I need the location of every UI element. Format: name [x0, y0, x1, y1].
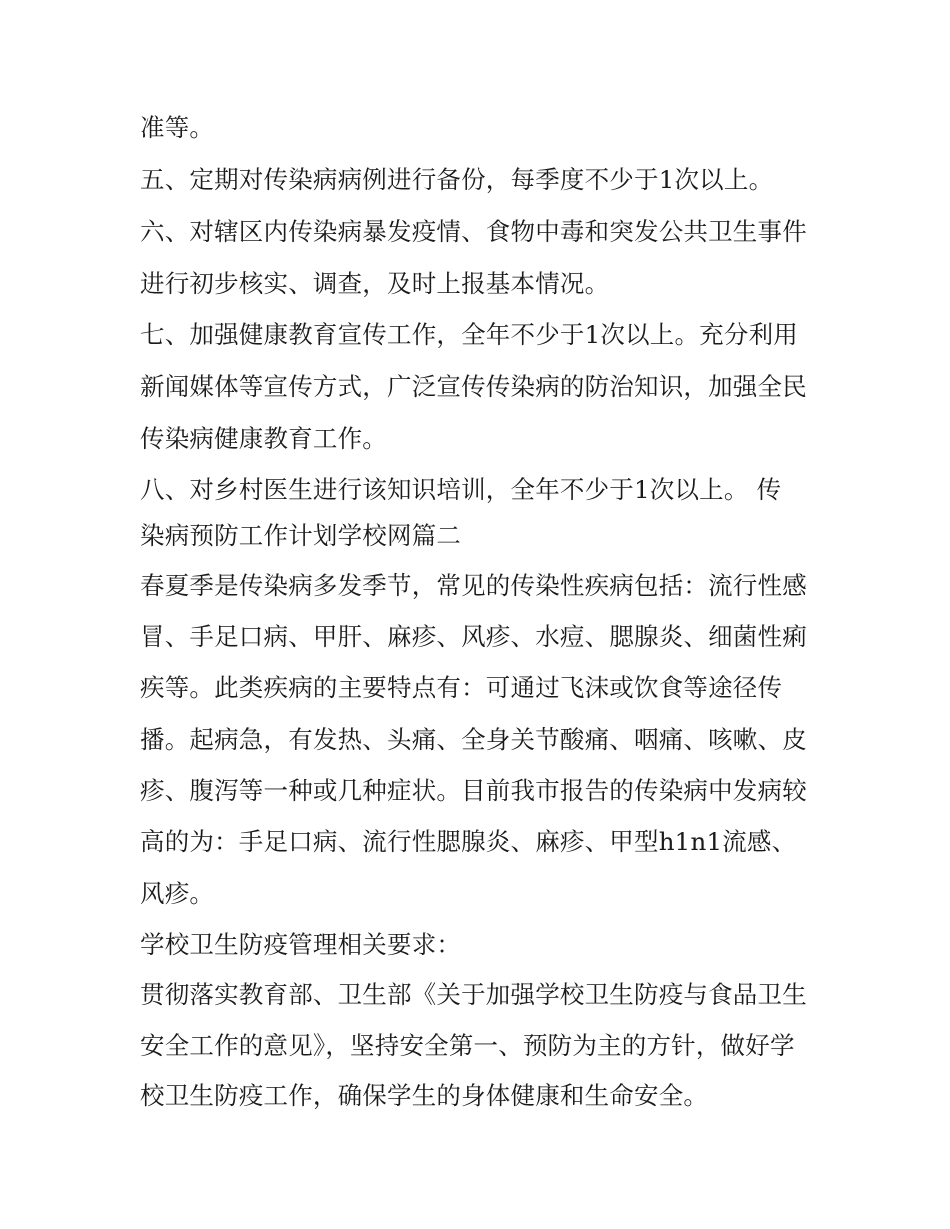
text-line: 五、定期对传染病病例进行备份，每季度不少于1次以上。	[140, 165, 774, 194]
text-line: 六、对辖区内传染病暴发疫情、食物中毒和突发公共卫生事件	[140, 217, 807, 246]
text-line: 贯彻落实教育部、卫生部《关于加强学校卫生防疫与食品卫生	[140, 980, 807, 1009]
text-line: 染病预防工作计划学校网篇二	[140, 521, 462, 550]
text-line: 准等。	[140, 113, 215, 142]
text-line: 风疹。	[140, 879, 215, 908]
text-line: 七、加强健康教育宣传工作，全年不少于1次以上。充分利用	[140, 320, 798, 349]
text-line: 疹、腹泻等一种或几种症状。目前我市报告的传染病中发病较	[140, 776, 807, 805]
text-line: 学校卫生防疫管理相关要求：	[140, 930, 462, 959]
text-line: 高的为：手足口病、流行性腮腺炎、麻疹、甲型h1n1流感、	[140, 827, 797, 856]
text-line: 春夏季是传染病多发季节，常见的传染性疾病包括：流行性感	[140, 571, 807, 600]
text-line: 进行初步核实、调查，及时上报基本情况。	[140, 269, 610, 298]
text-line: 八、对乡村医生进行该知识培训，全年不少于1次以上。 传	[140, 475, 782, 504]
text-line: 传染病健康教育工作。	[140, 424, 387, 453]
text-line: 校卫生防疫工作，确保学生的身体健康和生命安全。	[140, 1081, 709, 1110]
text-line: 安全工作的意见》，坚持安全第一、预防为主的方针，做好学	[140, 1031, 795, 1060]
text-line: 冒、手足口病、甲肝、麻疹、风疹、水痘、腮腺炎、细菌性痢	[140, 622, 807, 651]
text-line: 播。起病急，有发热、头痛、全身关节酸痛、咽痛、咳嗽、皮	[140, 725, 807, 754]
text-line: 疾等。此类疾病的主要特点有：可通过飞沫或饮食等途径传	[140, 673, 783, 702]
text-line: 新闻媒体等宣传方式，广泛宣传传染病的防治知识，加强全民	[140, 372, 807, 401]
